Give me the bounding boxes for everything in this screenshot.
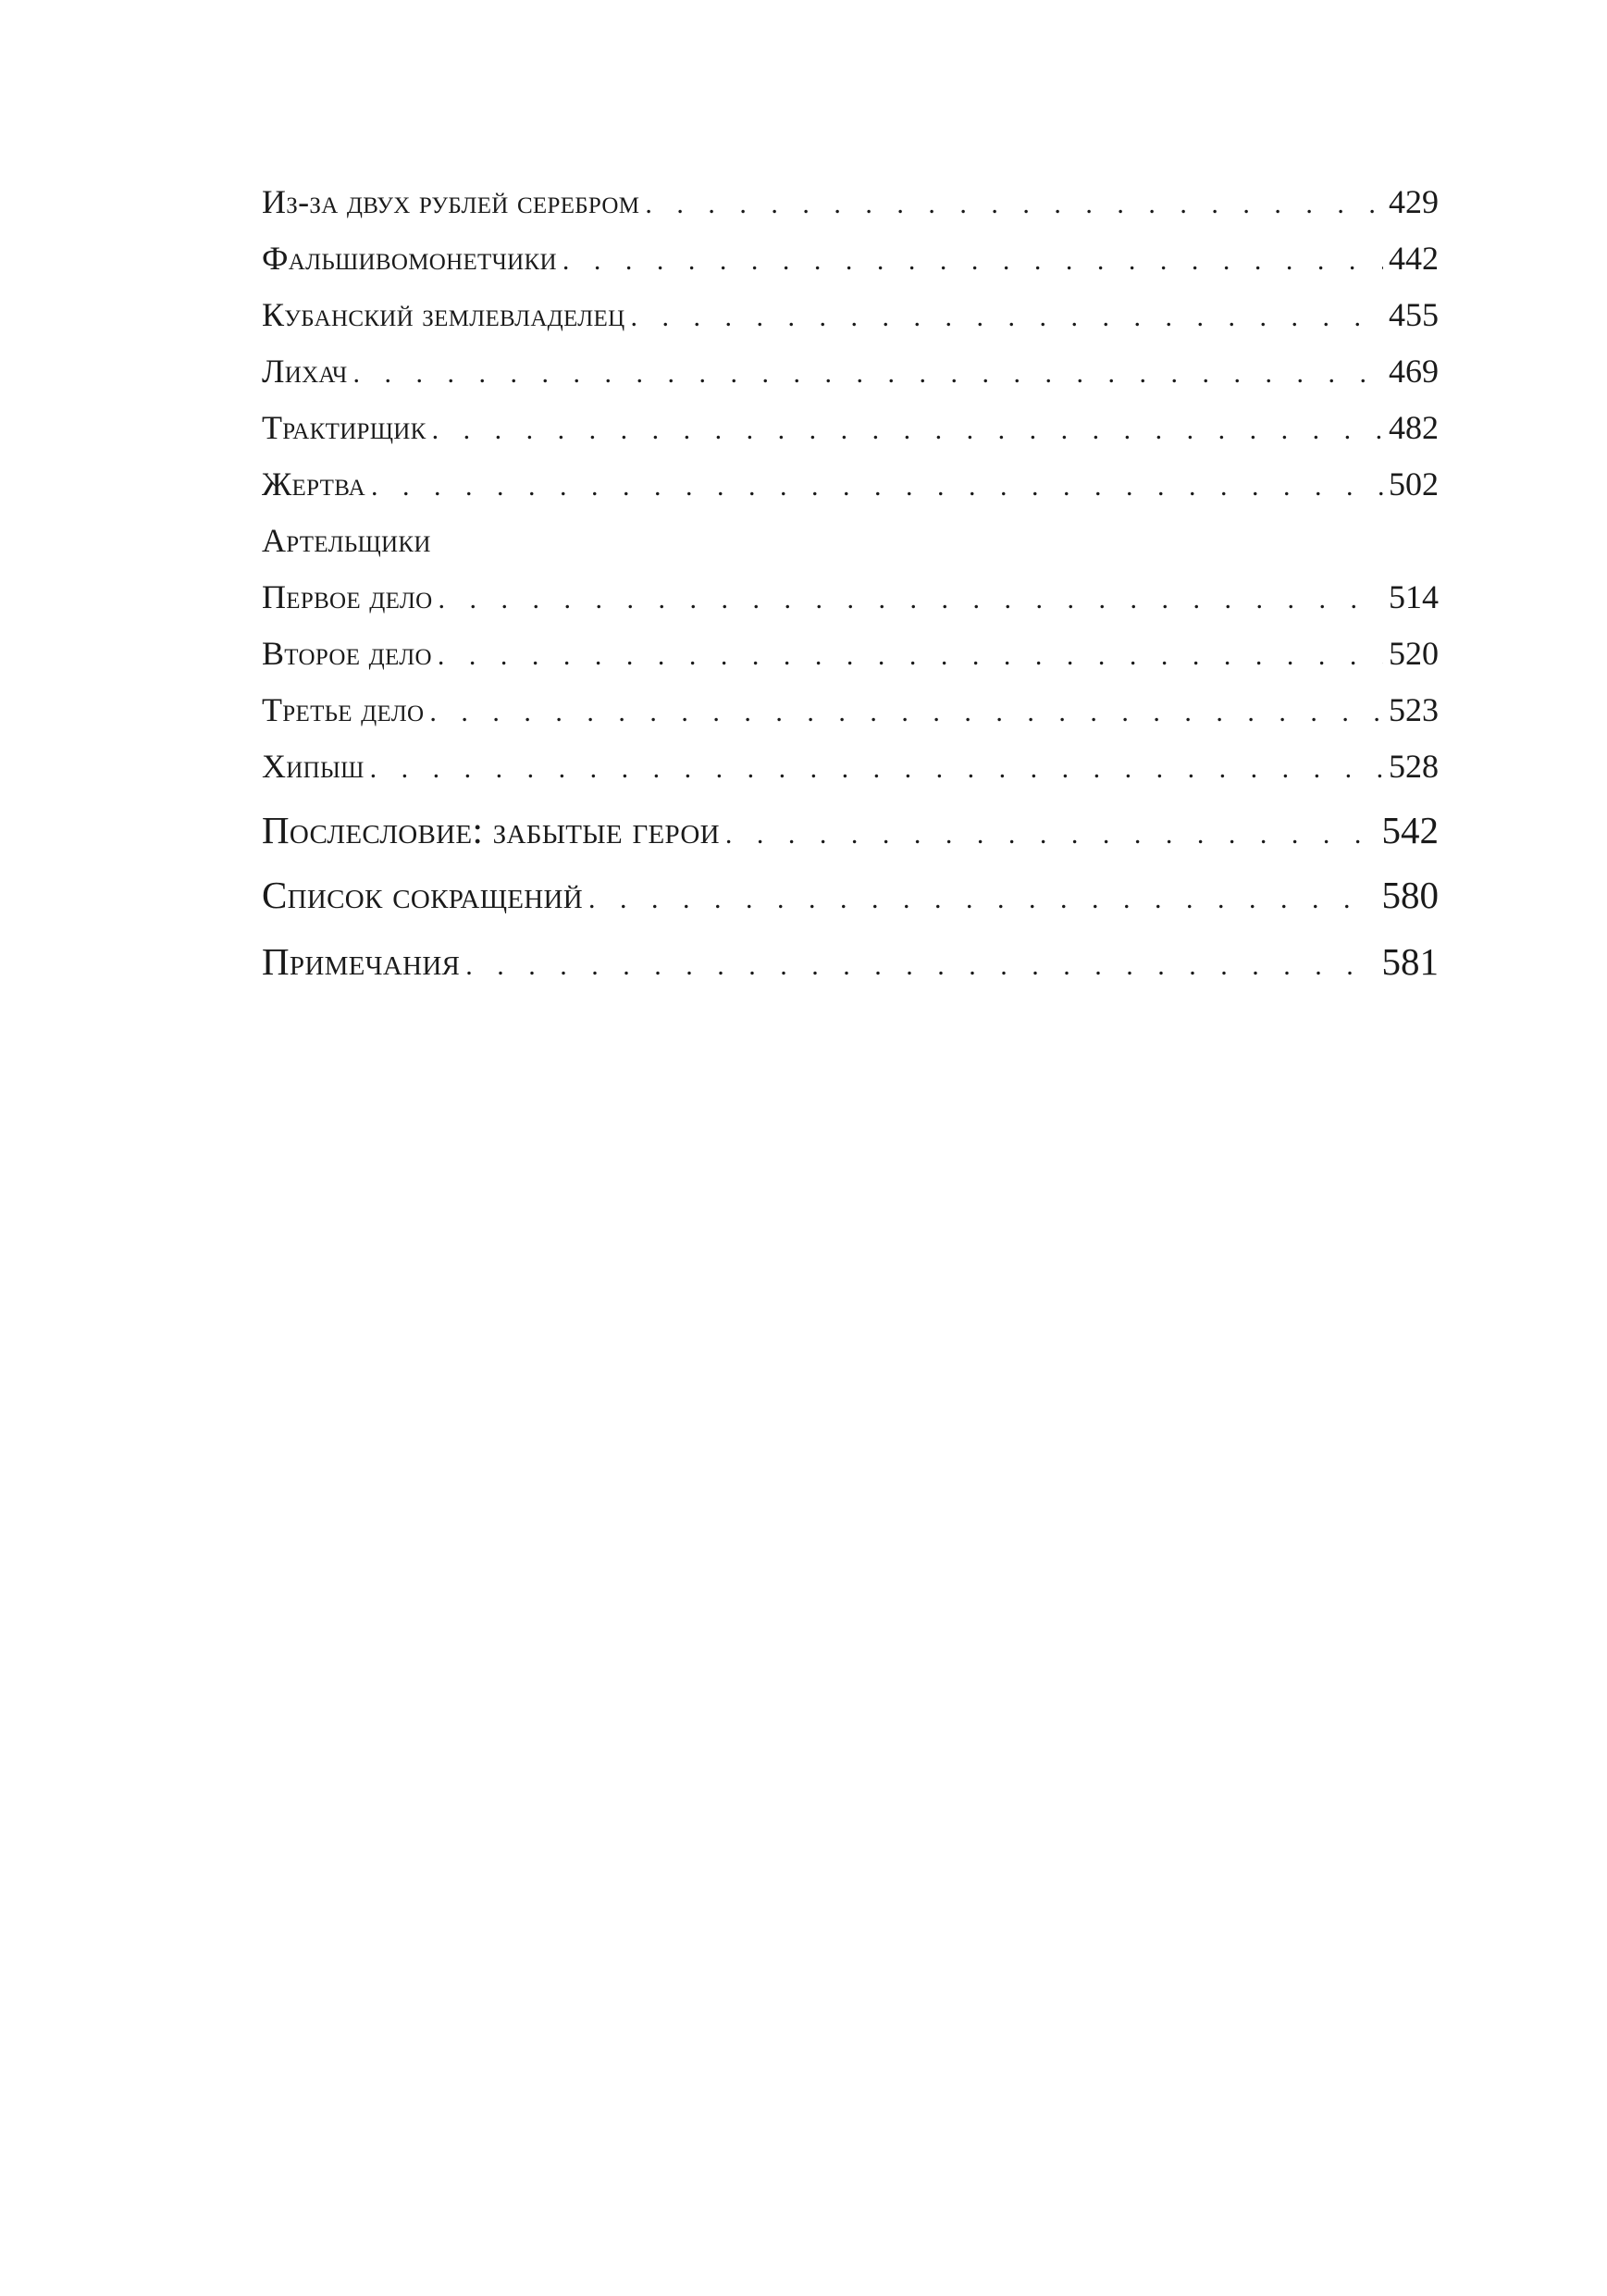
toc-major-entry [262,797,1439,865]
toc-entry-page: 469 [1389,353,1439,390]
dot-leader [438,638,1383,675]
toc-entry-title: Хипыш [262,748,365,785]
table-of-contents [262,176,1439,999]
dot-leader [371,468,1383,505]
toc-entry-title: Из-за двух рублей серебром [262,183,640,220]
toc-entry-title: Послесловие: забытые герои [262,809,720,851]
dot-leader [645,186,1383,223]
toc-entry-page: 520 [1389,635,1439,672]
toc-entry-title: Второе дело [262,635,432,672]
toc-section-heading [262,515,1439,571]
toc-entry [262,740,1439,797]
dot-leader [429,694,1383,731]
toc-entry [262,402,1439,458]
toc-entry-title: Список сокращений [262,874,583,916]
toc-section-title: Артельщики [262,522,431,559]
toc-entry-page: 580 [1381,874,1439,916]
toc-entry-page: 542 [1381,809,1439,851]
toc-entry-page: 581 [1381,940,1439,983]
toc-entry-page: 455 [1389,296,1439,333]
dot-leader [725,816,1377,853]
toc-entry-title: Третье дело [262,691,425,728]
toc-entry [262,684,1439,740]
toc-entry-page: 442 [1389,240,1439,277]
toc-major-entry [262,932,1439,999]
toc-entry-title: Лихач [262,353,348,390]
toc-entry-title: Кубанский землевладелец [262,296,625,333]
toc-entry-page: 528 [1389,748,1439,785]
toc-entry-title: Первое дело [262,578,433,615]
toc-entry [262,345,1439,402]
toc-entry [262,571,1439,627]
toc-entry-page: 429 [1389,183,1439,220]
toc-entry [262,458,1439,515]
toc-entry-title: Жертва [262,465,365,503]
toc-entry-title: Трактирщик [262,409,426,446]
dot-leader [432,412,1383,449]
dot-leader [562,242,1383,279]
toc-entry-page: 482 [1389,409,1439,446]
toc-major-entry [262,865,1439,932]
dot-leader [588,881,1377,918]
dot-leader [370,751,1383,788]
dot-leader [438,581,1383,618]
toc-entry [262,627,1439,684]
toc-entry [262,289,1439,345]
toc-entry-page: 502 [1389,465,1439,503]
dot-leader [630,299,1383,336]
toc-entry-page: 523 [1389,691,1439,728]
toc-entry-title: Примечания [262,940,461,983]
dot-leader [465,948,1376,985]
toc-entry-title: Фальшивомонетчики [262,240,557,277]
dot-leader [353,355,1383,392]
toc-entry [262,176,1439,232]
toc-entry [262,232,1439,289]
toc-entry-page: 514 [1389,578,1439,615]
